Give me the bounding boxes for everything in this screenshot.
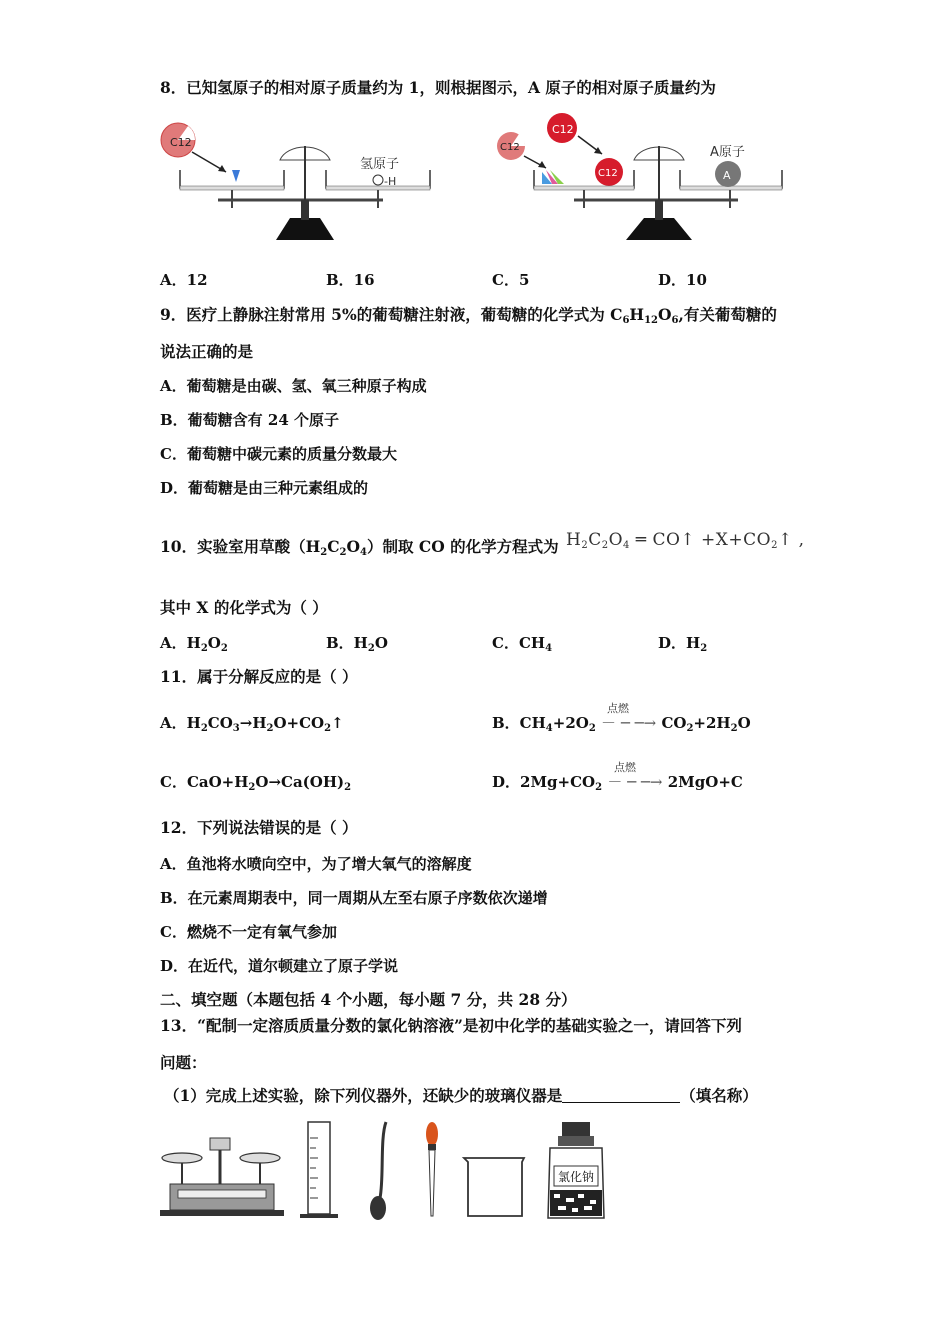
c12-label-pan: C12 <box>598 168 618 179</box>
balance-icon <box>160 1138 284 1216</box>
q10-option-a[interactable]: A．$H_2O_2$ <box>160 634 228 654</box>
q11-d-condition: 点燃 <box>614 761 636 774</box>
q10-option-d[interactable]: D．$H_2$ <box>658 634 708 654</box>
q10-equation: $H_2C_2O_4$ ═ CO↑ $+X+CO_2↑$ , <box>566 530 805 551</box>
beaker-icon <box>464 1158 524 1216</box>
q11-option-b[interactable]: B．$CH_4+2O_2$ － ─ ─→ $CO_2+2H_2O$ <box>492 714 751 734</box>
q13-stem-line2: 问题： <box>160 1053 207 1072</box>
q9-stem-line1: 9．医疗上静脉注射常用 5%的葡萄糖注射液，葡萄糖的化学式为 $C_6H_{12}O_6$,有关葡萄糖的 <box>160 305 777 326</box>
q8-option-a[interactable]: A．12 <box>160 271 208 289</box>
q10-stem: 10．实验室用草酸$(H_2C_2O_4)$制取 CO 的化学方程式为 <box>160 537 559 558</box>
q13-answer-blank[interactable] <box>562 1088 680 1103</box>
q9-option-d[interactable]: D．葡萄糖是由三种元素组成的 <box>160 479 369 497</box>
q8-option-b[interactable]: B．16 <box>326 271 375 289</box>
q12-option-d[interactable]: D．在近代，道尔顿建立了原子学说 <box>160 957 399 975</box>
a-atom-symbol: A <box>723 169 731 182</box>
q9-option-c[interactable]: C．葡萄糖中碳元素的质量分数最大 <box>160 445 397 463</box>
spoon-icon <box>370 1122 386 1220</box>
lab-equipment-figure <box>158 1118 618 1224</box>
c12-label-left: C12 <box>500 142 520 153</box>
q12-option-a[interactable]: A．鱼池将水喷向空中，为了增大氧气的溶解度 <box>160 855 472 873</box>
q11-option-c[interactable]: C．$CaO+H_2O\to Ca(OH)_2$ <box>160 773 352 793</box>
q11-b-condition: 点燃 <box>607 702 629 715</box>
graduated-cylinder-icon <box>300 1122 338 1218</box>
q11-stem: 11．属于分解反应的是（ ） <box>160 667 358 686</box>
bottle-label: 氯化钠 <box>557 1170 595 1184</box>
balance-figure-hydrogen <box>158 118 438 248</box>
q12-stem: 12．下列说法错误的是（ ） <box>160 818 358 837</box>
q13-stem-line1: 13．“配制一定溶质质量分数的氯化钠溶液”是初中化学的基础实验之一，请回答下列 <box>160 1016 742 1035</box>
q9-option-b[interactable]: B．葡萄糖含有 24 个原子 <box>160 411 339 429</box>
q10-option-c[interactable]: C．$CH_4$ <box>492 634 553 654</box>
q8-option-d[interactable]: D．10 <box>658 271 707 289</box>
balance-figure-a-atom <box>494 110 794 250</box>
q11-option-d[interactable]: D．$2Mg+CO_2$ － ─ ─→ 2MgO+C <box>492 773 743 793</box>
hydrogen-symbol: -H <box>384 175 397 188</box>
dropper-icon <box>426 1122 438 1216</box>
q12-option-b[interactable]: B．在元素周期表中，同一周期从左至右原子序数依次递增 <box>160 889 548 907</box>
q12-option-c[interactable]: C．燃烧不一定有氧气参加 <box>160 923 337 941</box>
q13-sub1: （1）完成上述实验，除下列仪器外，还缺少的玻璃仪器是 （填名称） <box>164 1086 758 1105</box>
a-atom-label: A原子 <box>710 145 745 160</box>
q11-option-a[interactable]: A．$H_2CO_3\to H_2O+CO_2↑$ <box>160 714 344 734</box>
q10-stem-line2: 其中 X 的化学式为（ ） <box>160 598 328 617</box>
c12-label-top: C12 <box>552 123 574 136</box>
c12-label: C12 <box>170 136 192 149</box>
reagent-bottle-icon <box>548 1122 604 1218</box>
hydrogen-label: 氢原子 <box>360 157 400 172</box>
q8-option-c[interactable]: C．5 <box>492 271 530 289</box>
section2-title: 二、填空题（本题包括 4 个小题，每小题 7 分，共 28 分） <box>160 990 577 1009</box>
q8-stem: 8．已知氢原子的相对原子质量约为 1，则根据图示，A 原子的相对原子质量约为 <box>160 78 716 97</box>
q10-option-b[interactable]: B．$H_2O$ <box>326 634 388 654</box>
q9-stem-line2: 说法正确的是 <box>160 342 254 361</box>
q9-option-a[interactable]: A．葡萄糖是由碳、氢、氧三种原子构成 <box>160 377 427 395</box>
